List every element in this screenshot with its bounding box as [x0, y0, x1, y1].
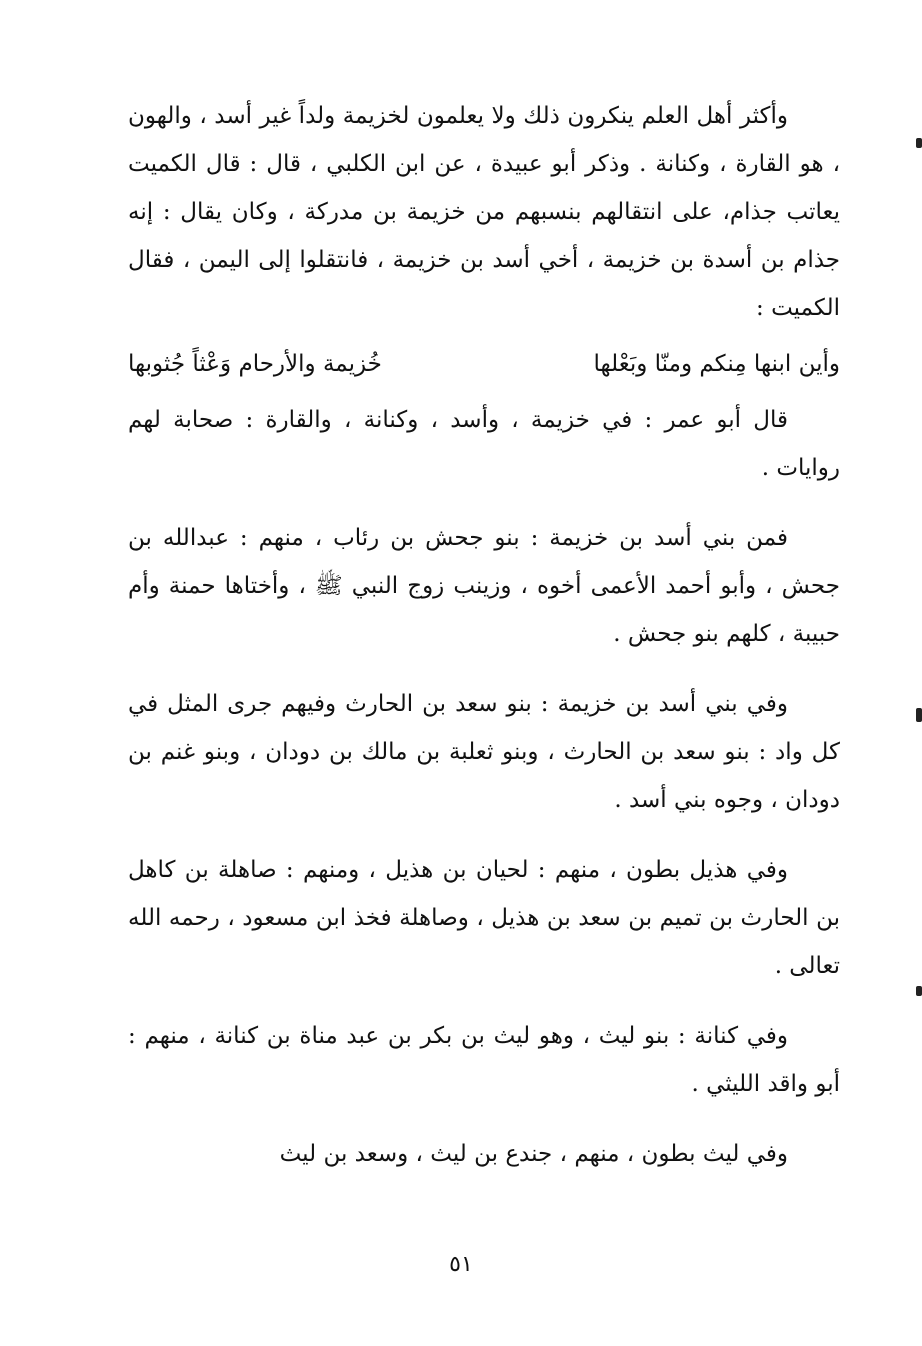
paragraph-1: وأكثر أهل العلم ينكرون ذلك ولا يعلمون لخزيمة ولداً غير أسد ، والهون ، هو القارة ، وكنانة . وذكر أبو عبيدة ، عن ابن الكلبي ، قال : قال الكميت يعاتب جذام، على انتقالهم بنسبهم من خزيمة بن مدركة ، وكان يقال : إنه جذام بن أسدة بن خزيمة ، أخي أسد بن خزيمة ، فانتقلوا إلى اليمن ، فقال الكميت : — [128, 103, 840, 321]
page-edge-mark — [916, 138, 922, 148]
paragraph-6: وفي كنانة : بنو ليث ، وهو ليث بن بكر بن عبد مناة بن كنانة ، منهم : أبو واقد الليثي . — [128, 1023, 840, 1097]
verse-first-hemistich: وأين ابنها مِنكم ومنّا وبَعْلها — [593, 351, 840, 377]
page-edge-mark — [916, 708, 922, 722]
verse-second-hemistich: خُزيمة والأرحام وَعْثاً جُثوبها — [128, 351, 382, 377]
paragraph-5: وفي هذيل بطون ، منهم : لحيان بن هذيل ، ومنهم : صاهلة بن كاهل بن الحارث بن تميم بن سعد بن هذيل ، وصاهلة فخذ ابن مسعود ، رحمه الله تعالى . — [128, 857, 840, 979]
poem-verse — [128, 340, 840, 388]
paragraph-4: وفي بني أسد بن خزيمة : بنو سعد بن الحارث وفيهم جرى المثل في كل واد : بنو سعد بن الحارث ، وبنو ثعلبة بن مالك بن دودان ، وبنو غنم بن دودان ، وجوه بني أسد . — [128, 691, 840, 813]
paragraph-7: وفي ليث بطون ، منهم ، جندع بن ليث ، وسعد بن ليث — [279, 1141, 788, 1167]
page-number: ٥١ — [449, 1252, 473, 1277]
paragraph-2: قال أبو عمر : في خزيمة ، وأسد ، وكنانة ، والقارة : صحابة لهم روايات . — [128, 407, 840, 481]
page-body — [128, 92, 840, 1178]
paragraph-3: فمن بني أسد بن خزيمة : بنو جحش بن رئاب ، منهم : عبدالله بن جحش ، وأبو أحمد الأعمى أخوه ، وزينب زوج النبي ﷺ ، وأختاها حمنة وأم حبيبة ، كلهم بنو جحش . — [128, 525, 840, 647]
page-edge-mark — [916, 986, 922, 996]
